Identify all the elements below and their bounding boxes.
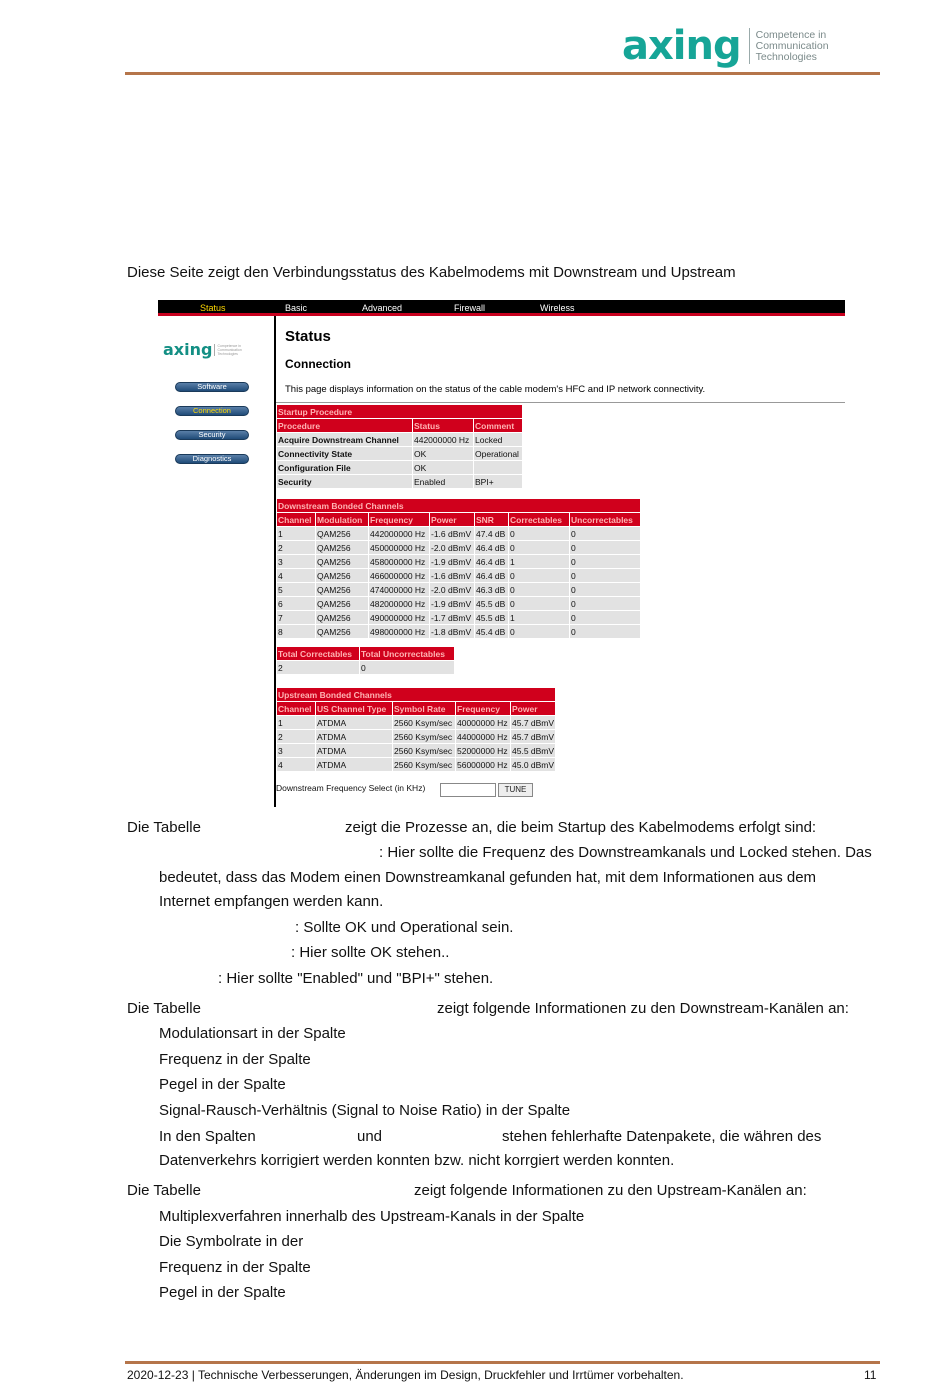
- description-rule: [276, 402, 845, 403]
- table-cell: 0: [509, 597, 569, 610]
- table-cell: QAM256: [316, 597, 368, 610]
- footer-text: 2020-12-23 | Technische Verbesserungen, Änderungen im Design, Druckfehler und Irrtümer vorbehalten.: [127, 1368, 684, 1382]
- table-cell: 47.4 dB: [475, 527, 508, 540]
- modem-status-screenshot: [156, 300, 845, 807]
- paragraph-text: : Hier sollte die Frequenz des Downstreamkanals und Locked stehen. Das: [379, 844, 872, 861]
- paragraph-text: Datenverkehrs korrigiert werden konnten bzw. nicht korrgiert werden konnten.: [159, 1152, 675, 1169]
- paragraph-text: : Hier sollte "Enabled" und "BPI+" stehen.: [218, 970, 494, 987]
- table-cell: 0: [509, 625, 569, 638]
- table-cell: QAM256: [316, 583, 368, 596]
- table-cell: QAM256: [316, 625, 368, 638]
- paragraph-text: stehen fehlerhafte Datenpakete, die währen des: [502, 1128, 822, 1145]
- table-cell: BPI+: [474, 475, 522, 488]
- sidebar-logo-tagline: [217, 344, 241, 356]
- table-row: [277, 475, 522, 488]
- table-cell: 2560 Ksym/sec: [393, 744, 455, 757]
- paragraph-text: und: [357, 1128, 383, 1145]
- table-cell: QAM256: [316, 541, 368, 554]
- table-cell: -2.0 dBmV: [430, 583, 474, 596]
- sidebar-tag-2: Communication: [217, 348, 242, 352]
- table-row: [277, 569, 640, 582]
- paragraph-text: zeigt die Prozesse an, die beim Startup des Kabelmodems erfolgt sind:: [345, 819, 817, 836]
- nav-wireless[interactable]: Wireless: [540, 303, 575, 313]
- paragraph-text: : Hier sollte OK stehen..: [291, 944, 450, 961]
- table-cell: QAM256: [316, 611, 368, 624]
- page-number: 11: [864, 1368, 877, 1382]
- startup-header-cell: Procedure: [277, 419, 412, 432]
- status-description: This page displays information on the status of the cable modem's HFC and IP network connectivity.: [285, 384, 706, 395]
- table-cell: 2: [277, 541, 315, 554]
- table-cell: 0: [570, 597, 640, 610]
- table-row: [277, 661, 454, 674]
- table-cell: QAM256: [316, 555, 368, 568]
- table-cell: -1.9 dBmV: [430, 555, 474, 568]
- table-row: [277, 447, 522, 460]
- table-cell: 45.5 dB: [475, 597, 508, 610]
- table-cell: 56000000 Hz: [456, 758, 510, 771]
- table-cell: 4: [277, 758, 315, 771]
- table-cell: 45.0 dBmV: [512, 759, 555, 770]
- downstream-header-cell: Channel: [277, 513, 315, 526]
- sidebar-tag-1: Competence in: [217, 344, 241, 348]
- frequency-select-label: Downstream Frequency Select (in KHz): [276, 783, 426, 793]
- paragraph-text: Die Tabelle: [127, 1182, 201, 1199]
- table-cell: 1: [277, 527, 315, 540]
- sidebar-logo-divider: [214, 344, 215, 356]
- upstream-channels-table: [276, 687, 556, 772]
- upstream-header-cell: Symbol Rate: [393, 702, 455, 715]
- nav-status[interactable]: Status: [200, 303, 226, 313]
- paragraph-text: Internet empfangen werden kann.: [159, 893, 384, 910]
- table-cell: Security: [277, 475, 412, 488]
- startup-caption: Startup Procedure: [277, 405, 522, 418]
- table-row: [277, 541, 640, 554]
- table-cell: 45.7 dBmV: [512, 717, 555, 728]
- table-cell: ATDMA: [316, 744, 392, 757]
- connection-subtitle: Connection: [285, 357, 351, 371]
- logo-tagline: [756, 30, 829, 63]
- table-cell: 0: [570, 569, 640, 582]
- paragraph-text: Pegel in der Spalte: [159, 1284, 286, 1301]
- nav-basic[interactable]: Basic: [285, 303, 308, 313]
- paragraph-text: Frequenz in der Spalte: [159, 1259, 311, 1276]
- paragraph-text: Frequenz in der Spalte: [159, 1051, 311, 1068]
- table-cell: 442000000 Hz: [413, 433, 473, 446]
- table-cell: 5: [277, 583, 315, 596]
- sidebar-logo-wordmark: axing: [163, 340, 213, 359]
- totals-header-cell: Total Correctables: [277, 647, 359, 660]
- table-cell: -1.6 dBmV: [430, 569, 474, 582]
- table-row: [277, 611, 640, 624]
- table-cell: Operational: [474, 447, 522, 460]
- table-cell: 0: [570, 625, 640, 638]
- paragraph-text: Pegel in der Spalte: [159, 1076, 286, 1093]
- table-cell: Locked: [474, 433, 522, 446]
- nav-firewall[interactable]: Firewall: [454, 303, 486, 313]
- table-row: [277, 461, 522, 474]
- table-cell: 0: [509, 583, 569, 596]
- paragraph-text: Die Tabelle: [127, 819, 201, 836]
- table-cell: QAM256: [316, 527, 368, 540]
- paragraph-text: In den Spalten: [159, 1128, 256, 1145]
- table-cell: 442000000 Hz: [369, 527, 429, 540]
- startup-header-cell: Status: [413, 419, 473, 432]
- downstream-header-cell: Uncorrectables: [570, 513, 640, 526]
- table-cell: 0: [509, 569, 569, 582]
- table-cell: ATDMA: [316, 716, 392, 729]
- table-cell: 44000000 Hz: [456, 730, 510, 743]
- upstream-header-cell: Power: [511, 702, 555, 715]
- table-cell: 45.5 dBmV: [512, 745, 555, 756]
- tagline-line-2: Communication: [755, 39, 829, 52]
- table-cell: 52000000 Hz: [456, 744, 510, 757]
- table-row: [277, 625, 640, 638]
- table-cell: 3: [277, 555, 315, 568]
- table-cell: QAM256: [316, 569, 368, 582]
- downstream-header-cell: Frequency: [369, 513, 429, 526]
- upstream-caption: Upstream Bonded Channels: [277, 688, 555, 701]
- tagline-line-1: Competence in: [755, 28, 827, 41]
- downstream-header-cell: Modulation: [316, 513, 368, 526]
- paragraph-text: zeigt folgende Informationen zu den Upstream-Kanälen an:: [414, 1182, 807, 1199]
- paragraph-text: bedeutet, dass das Modem einen Downstreamkanal gefunden hat, mit dem Informationen aus dem: [159, 869, 817, 886]
- table-cell: 4: [277, 569, 315, 582]
- paragraph-text: Modulationsart in der Spalte: [159, 1025, 346, 1042]
- table-cell: 46.4 dB: [475, 541, 508, 554]
- table-cell: 46.3 dB: [475, 583, 508, 596]
- table-cell: -1.9 dBmV: [430, 597, 474, 610]
- downstream-channels-table: [276, 498, 641, 639]
- table-cell: 0: [360, 661, 454, 674]
- table-cell: 46.4 dB: [475, 569, 508, 582]
- sidebar-connection-button[interactable]: Connection: [175, 406, 249, 416]
- table-cell: 0: [570, 611, 640, 624]
- axing-logo: [622, 23, 829, 69]
- table-cell: 1: [509, 555, 569, 568]
- totals-table: [276, 646, 455, 675]
- downstream-header-cell: Correctables: [509, 513, 569, 526]
- table-row: [277, 758, 555, 771]
- tune-button[interactable]: TUNE: [498, 783, 533, 797]
- table-cell: 0: [509, 527, 569, 540]
- sidebar-security-button[interactable]: Security: [175, 430, 249, 440]
- table-row: [277, 716, 555, 729]
- table-cell: 474000000 Hz: [369, 583, 429, 596]
- table-cell: 0: [509, 541, 569, 554]
- tagline-line-3: Technologies: [755, 50, 817, 63]
- table-cell: 0: [570, 555, 640, 568]
- paragraph-text: Die Symbolrate in der: [159, 1233, 304, 1250]
- nav-advanced[interactable]: Advanced: [362, 303, 403, 313]
- table-cell: 7: [277, 611, 315, 624]
- table-cell: 498000000 Hz: [369, 625, 429, 638]
- table-cell: ATDMA: [316, 758, 392, 771]
- table-cell: 3: [277, 744, 315, 757]
- frequency-select-input[interactable]: [440, 783, 496, 797]
- table-cell: 2: [277, 661, 359, 674]
- table-cell: 45.4 dB: [475, 625, 508, 638]
- paragraph-text: : Sollte OK und Operational sein.: [295, 919, 514, 936]
- downstream-header-cell: Power: [430, 513, 474, 526]
- table-cell: 482000000 Hz: [369, 597, 429, 610]
- sidebar-tag-3: Technologies: [217, 352, 238, 356]
- table-cell: 40000000 Hz: [456, 716, 510, 729]
- paragraph-text: Die Tabelle: [127, 1000, 201, 1017]
- table-cell: 45.5 dB: [475, 611, 508, 624]
- table-row: [277, 730, 555, 743]
- table-cell: Enabled: [413, 475, 473, 488]
- table-cell: 6: [277, 597, 315, 610]
- table-row: [277, 527, 640, 540]
- table-cell: Acquire Downstream Channel: [277, 433, 412, 446]
- table-cell: 45.7 dBmV: [512, 731, 555, 742]
- table-cell: 1: [277, 716, 315, 729]
- totals-header-cell: Total Uncorrectables: [360, 647, 454, 660]
- table-cell: ATDMA: [316, 730, 392, 743]
- table-cell: 466000000 Hz: [369, 569, 429, 582]
- table-cell: 458000000 Hz: [369, 555, 429, 568]
- table-cell: OK: [413, 461, 473, 474]
- table-cell: [474, 461, 522, 474]
- table-cell: 2560 Ksym/sec: [393, 758, 455, 771]
- table-cell: 0: [570, 541, 640, 554]
- table-cell: 450000000 Hz: [369, 541, 429, 554]
- table-cell: 2: [277, 730, 315, 743]
- upstream-header-cell: Channel: [277, 702, 315, 715]
- table-row: [277, 555, 640, 568]
- table-cell: -1.8 dBmV: [430, 625, 474, 638]
- table-cell: 46.4 dB: [475, 555, 508, 568]
- table-row: [277, 583, 640, 596]
- table-cell: -1.7 dBmV: [430, 611, 474, 624]
- paragraph-text: zeigt folgende Informationen zu den Downstream-Kanälen an:: [437, 1000, 849, 1017]
- table-cell: 0: [570, 583, 640, 596]
- upstream-header-cell: US Channel Type: [316, 702, 392, 715]
- footer-rule: [125, 1361, 880, 1364]
- table-cell: 0: [570, 527, 640, 540]
- table-cell: -2.0 dBmV: [430, 541, 474, 554]
- logo-divider: [749, 28, 750, 64]
- status-title: Status: [285, 328, 331, 345]
- table-cell: Connectivity State: [277, 447, 412, 460]
- table-cell: 1: [509, 611, 569, 624]
- header-rule: [125, 72, 880, 75]
- sidebar-diagnostics-button[interactable]: Diagnostics: [175, 454, 249, 464]
- sidebar-logo: [163, 342, 242, 358]
- table-cell: OK: [413, 447, 473, 460]
- table-row: [277, 433, 522, 446]
- table-cell: 2560 Ksym/sec: [393, 730, 455, 743]
- intro-text: Diese Seite zeigt den Verbindungsstatus des Kabelmodems mit Downstream und Upstream: [127, 264, 736, 281]
- table-cell: 490000000 Hz: [369, 611, 429, 624]
- upstream-header-cell: Frequency: [456, 702, 510, 715]
- downstream-header-cell: SNR: [475, 513, 508, 526]
- startup-procedure-table: [276, 404, 523, 489]
- downstream-caption: Downstream Bonded Channels: [277, 499, 640, 512]
- table-cell: -1.6 dBmV: [430, 527, 474, 540]
- table-cell: 8: [277, 625, 315, 638]
- sidebar-software-button[interactable]: Software: [175, 382, 249, 392]
- paragraph-text: Signal-Rausch-Verhältnis (Signal to Noise Ratio) in der Spalte: [159, 1102, 571, 1119]
- startup-header-cell: Comment: [474, 419, 522, 432]
- logo-wordmark: axing: [622, 23, 741, 69]
- paragraph-text: Multiplexverfahren innerhalb des Upstream-Kanals in der Spalte: [159, 1208, 585, 1225]
- table-row: [277, 744, 555, 757]
- table-row: [277, 597, 640, 610]
- table-cell: 2560 Ksym/sec: [393, 716, 455, 729]
- table-cell: Configuration File: [277, 461, 412, 474]
